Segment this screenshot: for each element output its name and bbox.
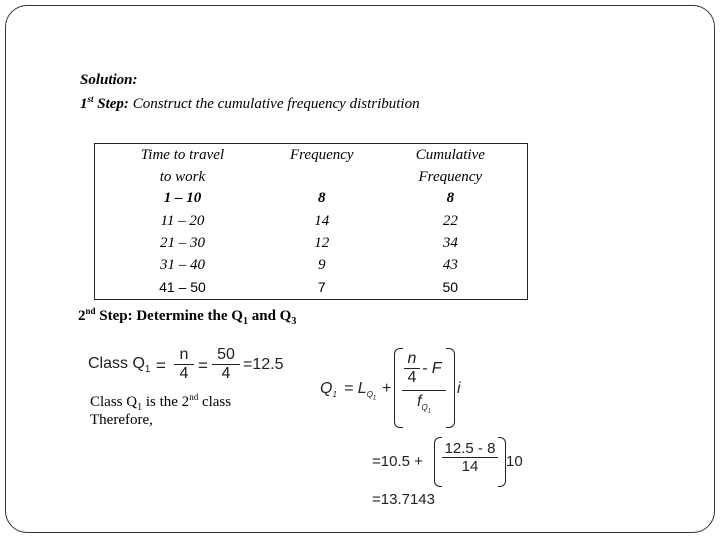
step1-text: Construct the cumulative frequency distribution [128,96,420,112]
cell-frequency: 8 [318,190,326,207]
class-note-line2: Therefore, [90,412,153,428]
table-row [95,210,528,232]
cell-class: 41 – 50 [159,279,206,296]
cell-cumulative: 34 [442,234,458,251]
step1-number: 1 [80,96,88,112]
table-row [95,232,528,254]
cell-class: 11 – 20 [160,212,205,229]
table-row [95,188,528,210]
step1-heading [80,94,420,113]
cumulative-frequency-table [94,143,528,300]
header-cumulative: Cumulative Frequency [415,147,485,185]
cell-cumulative: 50 [442,279,459,296]
step1-ordinal: st [87,94,94,104]
class-note-line1: Class $Q_1$ is the 2nd class [90,392,232,413]
cell-cumulative: 8 [446,190,455,207]
cell-cumulative: 43 [442,256,458,273]
header-frequency: Frequency [289,147,354,163]
cell-frequency: 14 [314,212,330,229]
right-paren [446,348,455,428]
cell-cumulative: 22 [442,212,458,229]
table-row [95,277,528,300]
cell-frequency: 12 [314,234,330,251]
table-row [95,255,528,277]
cell-class: 1 – 10 [163,190,202,207]
cell-class: 21 – 30 [159,234,205,251]
step1-label: Step: [93,96,129,112]
cell-frequency: 9 [318,256,326,273]
cell-class: 31 – 40 [159,256,205,273]
header-time: Time to travel to work [140,147,225,185]
cell-frequency: 7 [317,279,326,296]
solution-label: Solution: [80,72,138,88]
q1-result: =13.7143 [372,491,435,508]
step2-heading: 2nd Step: Determine the $Q_1$ and $Q_3$ [78,306,297,327]
table-header-row [95,144,528,189]
